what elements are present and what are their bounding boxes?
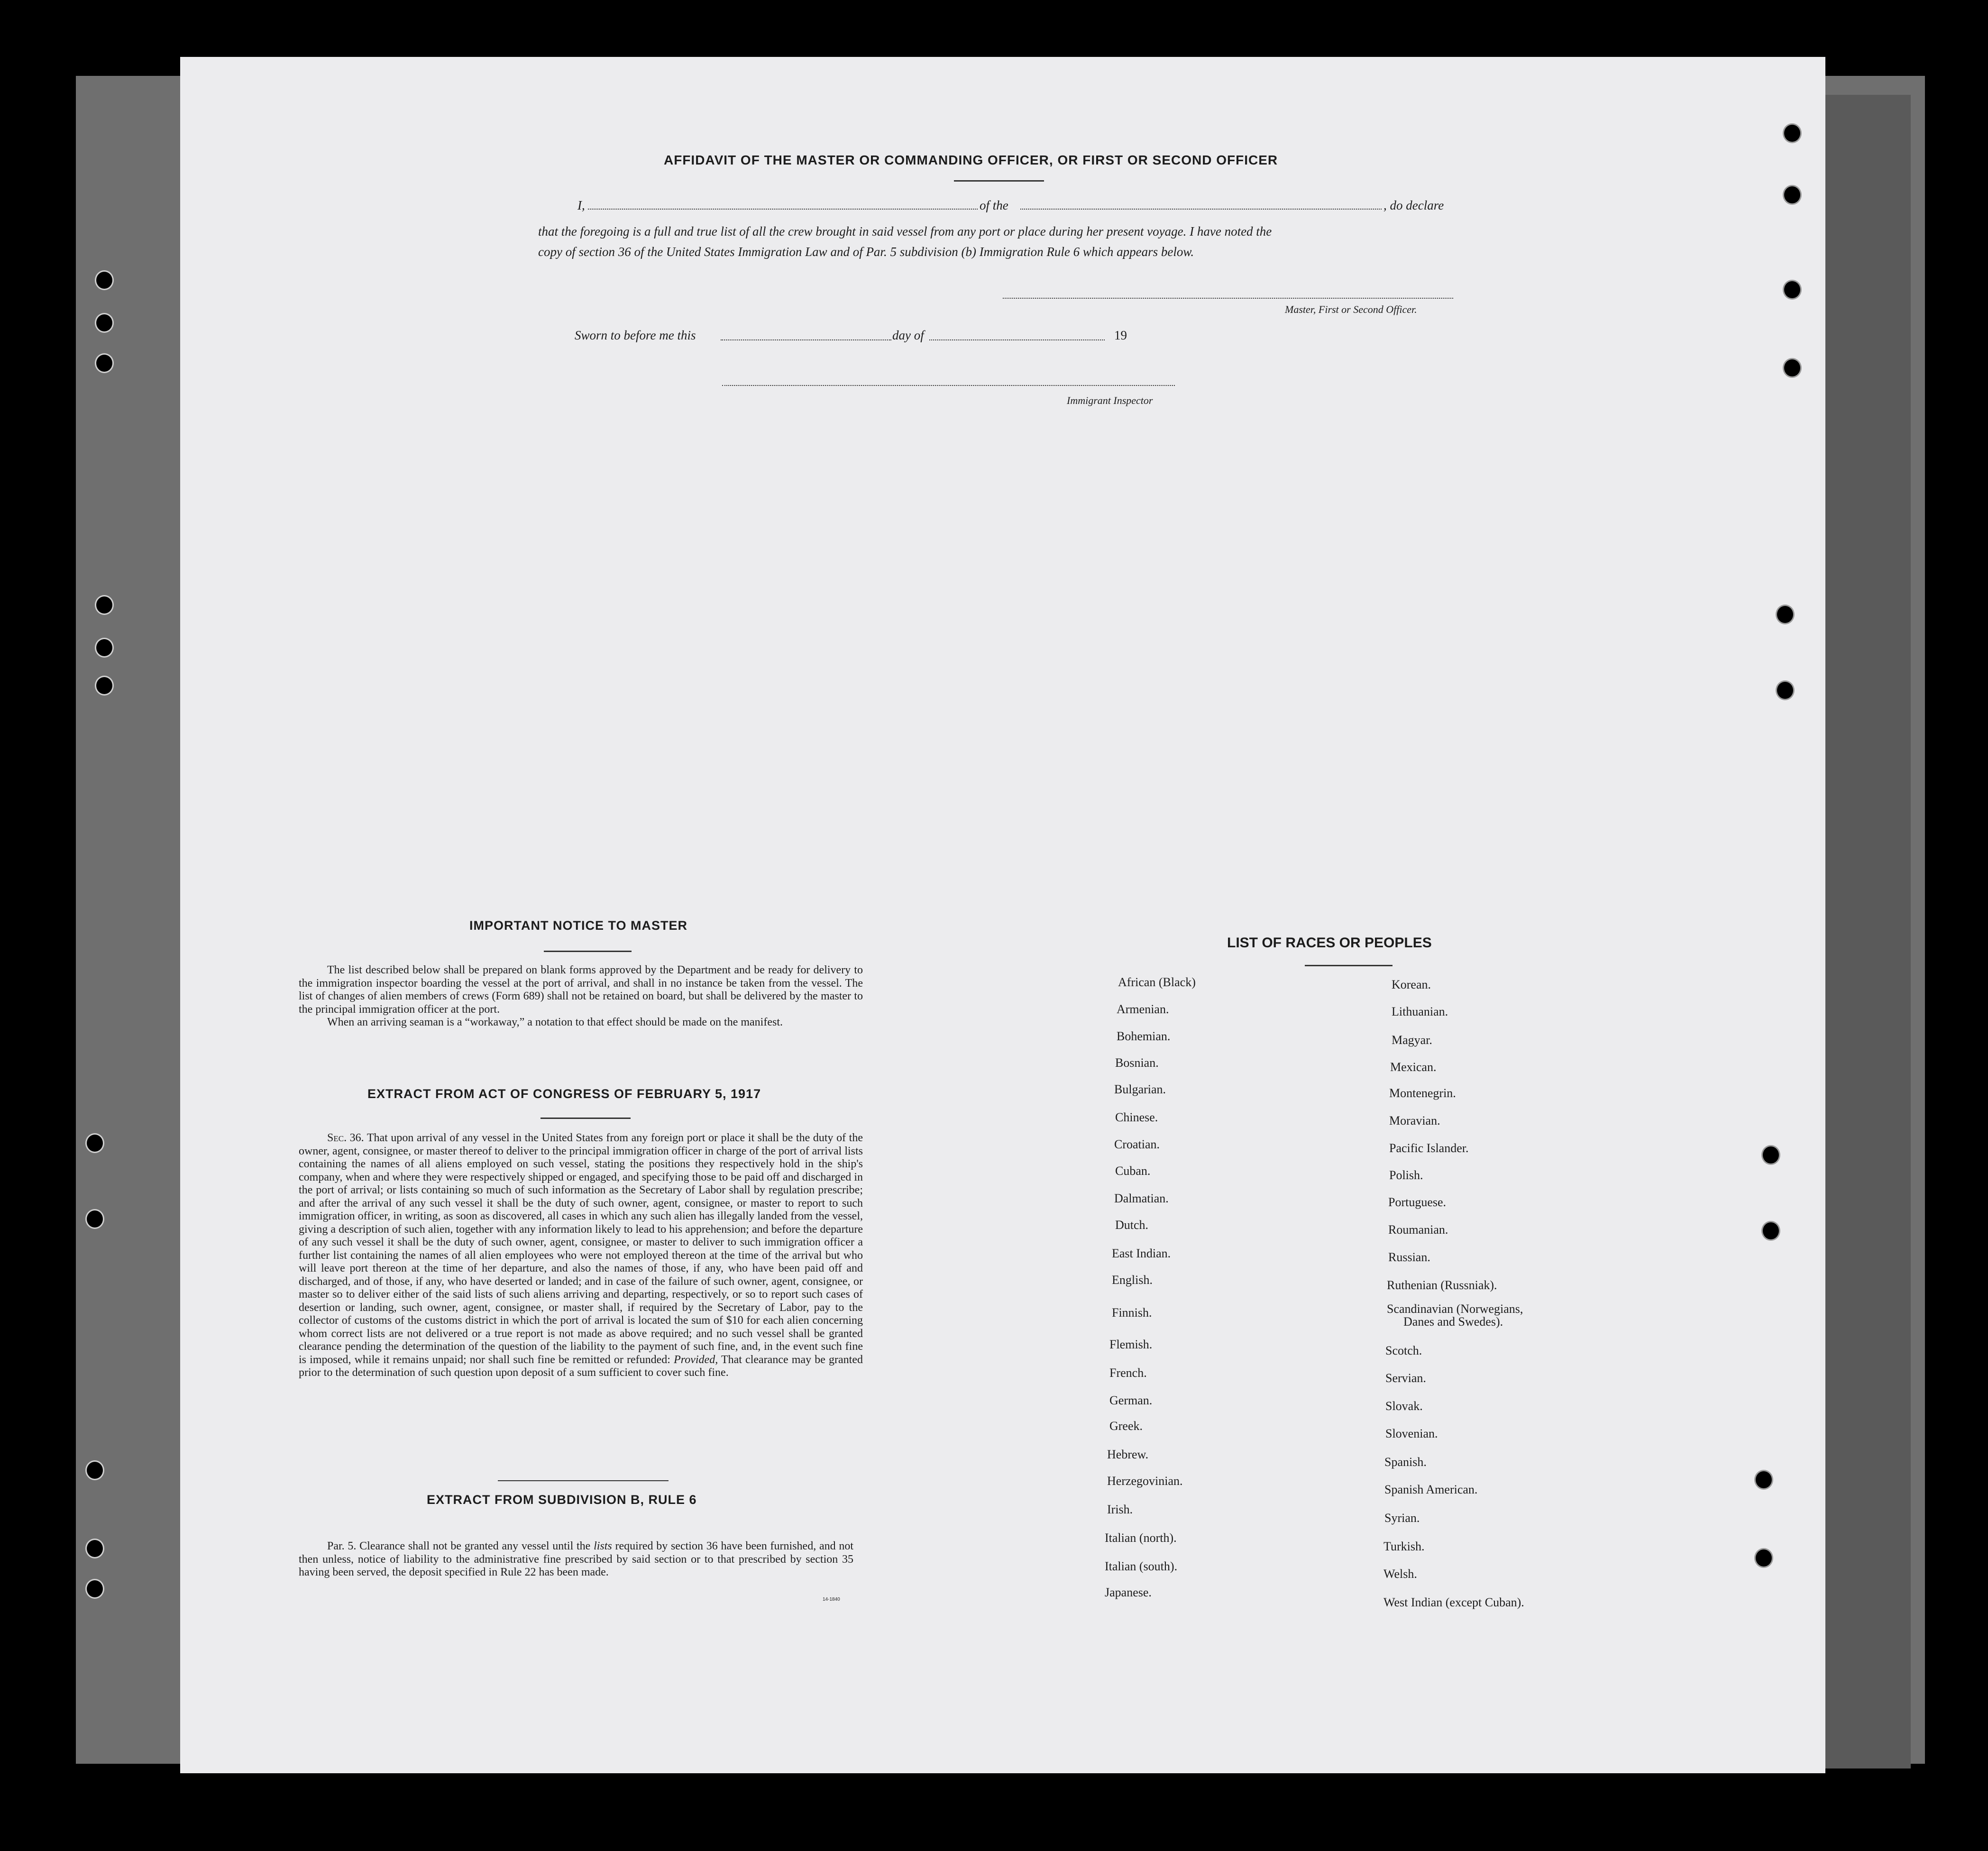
race-item: Bulgarian. [1114,1082,1166,1096]
race-item: West Indian (except Cuban). [1383,1595,1524,1609]
race-item: Roumanian. [1388,1223,1448,1237]
race-item: Dalmatian. [1114,1191,1169,1205]
rule-text-part-2: required by section 36 have been furnished, and not then unless, notice of liability to the administrative fine prescribed by said section or to that prescribed by section 35 having been served, the deposit specified in Rule 22 has been made. [299,1540,854,1578]
binder-hole-icon [1783,358,1802,378]
act-extract-title: EXTRACT FROM ACT OF CONGRESS OF FEBRUARY 5, 1917 [367,1087,761,1101]
master-signature-field[interactable] [1003,298,1453,299]
race-item: Scandinavian (Norwegians, [1387,1302,1523,1316]
binder-hole-icon [85,1539,104,1558]
form-number: 14-1840 [823,1597,840,1602]
race-item: Ruthenian (Russniak). [1387,1278,1497,1292]
race-item: Syrian. [1384,1511,1420,1525]
race-item: Flemish. [1109,1338,1153,1351]
day-of-label: day of [892,328,924,342]
notice-title: IMPORTANT NOTICE TO MASTER [469,918,687,933]
page-edge-strip [1811,95,1911,1769]
race-item: Servian. [1385,1371,1426,1385]
race-item: English. [1112,1273,1153,1287]
section-label: Sec. 36. [327,1132,364,1144]
notice-paragraph-1: The list described below shall be prepared on blank forms approved by the Department and be ready for delivery to the immigration inspector boarding the vessel at the port of arrival, and shall in no instance be taken from the vessel. The list of changes of alien members of crews (Form 689) shall not be retained on board, but shall be delivered by the master to the principal immigration officer at the port. [299,964,863,1016]
races-title-rule [1305,965,1393,966]
race-item: German. [1109,1393,1153,1407]
race-item: Italian (south). [1105,1559,1178,1573]
binder-hole-icon [85,1460,104,1480]
binder-hole-icon [1761,1221,1780,1241]
binder-hole-icon [95,638,114,658]
act-extract-title-rule [541,1118,631,1119]
race-item: Japanese. [1105,1585,1152,1599]
year-prefix: 19 [1114,328,1127,342]
race-item: Turkish. [1383,1539,1425,1553]
binder-hole-icon [85,1209,104,1229]
provided-word: Provided, [674,1353,718,1366]
rule-text-part-1: Par. 5. Clearance shall not be granted any vessel until the [327,1540,591,1552]
binder-hole-icon [85,1133,104,1153]
binder-hole-icon [1754,1548,1773,1568]
race-item: Cuban. [1115,1164,1151,1178]
vessel-name-field[interactable] [1020,209,1382,210]
race-item: Finnish. [1112,1306,1152,1320]
declarant-name-field[interactable] [588,209,978,210]
binder-hole-icon [95,595,114,615]
race-item: Lithuanian. [1392,1005,1448,1018]
binder-hole-icon [1783,280,1802,300]
master-signature-label: Master, First or Second Officer. [1285,303,1417,315]
binder-hole-icon [1761,1145,1780,1165]
race-item: African (Black) [1118,975,1196,989]
race-item: Scotch. [1385,1344,1422,1357]
race-item: Pacific Islander. [1389,1141,1469,1155]
race-item: Dutch. [1115,1218,1149,1232]
race-item: Welsh. [1383,1567,1417,1581]
race-item: East Indian. [1112,1246,1171,1260]
race-item: Russian. [1388,1250,1430,1264]
do-declare-label: , do declare [1383,198,1444,212]
race-item: Korean. [1392,978,1431,991]
race-item: Chinese. [1115,1110,1158,1124]
of-the-label: of the [980,198,1008,212]
binder-hole-icon [1776,605,1795,624]
binder-hole-icon [95,270,114,290]
race-item: Herzegovinian. [1107,1474,1183,1488]
race-item: Hebrew. [1107,1448,1149,1461]
binder-hole-icon [1783,123,1802,143]
rule-extract-title: EXTRACT FROM SUBDIVISION B, RULE 6 [427,1493,697,1507]
binder-hole-icon [95,676,114,696]
declarant-prefix: I, [577,198,585,212]
binder-hole-icon [1783,185,1802,205]
act-text-part-1: That upon arrival of any vessel in the United States from any foreign port or place it shall be the duty of the owner, agent, consignee, or master thereof to deliver to the principal immigration officer in charge of the port of arrival lists containing the names of all aliens employed on such vessel, stating the positions they respectively hold in the ship's company, when and where they were respectively shipped or engaged, and specifying those to be paid off and discharged in the port of arrival; or lists containing so much of such information as the Secretary of Labor shall by regulation prescribe; and after the arrival of any such vessel it shall be the duty of such owner, agent, consignee, or master to report to such immigration officer, in writing, as soon as discovered, all cases in which any such alien has illegally landed from the vessel, giving a description of such alien, together with any information likely to lead to his apprehension; and before the departure of any such vessel it shall be the duty of such owner, agent, consignee, or master to deliver to such immigration officer a further list containing the names of all alien employees who were not employed thereon at the time of the arrival but who will leave port thereon at the time of her departure, and also the names of those, if any, who have been paid off and discharged, and of those, if any, who have deserted or landed; and in case of the failure of such owner, agent, consignee, or master so to deliver either of the said lists of such aliens arriving and departing, respectively, or so to report such cases of desertion or landing, such owner, agent, consignee, or master shall, if required by the Secretary of Labor, pay to the collector of customs of the customs district in which the port of arrival is located the sum of $10 for each alien concerning whom correct lists are not delivered or a true report is not made as above required; and no such vessel shall be granted clearance pending the determination of the question of the liability to the payment of such fine, and, in the event such fine is imposed, while it remains unpaid; nor shall such fine be remitted or refunded: [299,1132,863,1366]
race-item: Magyar. [1392,1033,1432,1047]
race-item: Bohemian. [1117,1029,1171,1043]
race-item: Greek. [1109,1419,1143,1433]
binder-hole-icon [95,313,114,333]
document-page [180,57,1825,1773]
race-item: Slovak. [1385,1399,1423,1413]
races-title: LIST OF RACES OR PEOPLES [1227,935,1432,951]
lists-word: lists [594,1540,612,1552]
race-item: Bosnian. [1115,1056,1159,1070]
race-item: Irish. [1107,1503,1133,1516]
race-item: Portuguese. [1388,1195,1447,1209]
affidavit-line-3: copy of section 36 of the United States Immigration Law and of Par. 5 subdivision (b) Immigration Rule 6 which appears below. [538,245,1194,259]
notice-body [299,964,863,1029]
binder-hole-icon [85,1579,104,1599]
notice-title-rule [544,951,632,952]
race-item: Mexican. [1390,1060,1437,1074]
race-item: Croatian. [1114,1137,1160,1151]
race-item: Italian (north). [1105,1531,1177,1545]
binder-hole-icon [95,353,114,373]
notice-paragraph-2: When an arriving seaman is a “workaway,” a notation to that effect should be made on the manifest. [327,1016,783,1028]
sworn-label: Sworn to before me this [575,328,696,342]
race-item: Armenian. [1117,1002,1169,1016]
race-item: Spanish. [1384,1455,1427,1469]
race-item: Polish. [1389,1168,1423,1182]
affidavit-line-2: that the foregoing is a full and true list of all the crew brought in said vessel from any port or place during her present voyage. I have noted the [538,224,1272,238]
act-extract-body [299,1132,863,1380]
rule-extract-body [299,1540,853,1579]
binder-hole-icon [1776,680,1795,700]
race-item: Moravian. [1389,1114,1440,1127]
sworn-day-field[interactable] [721,339,891,340]
sworn-month-field[interactable] [929,339,1105,340]
act-text-part-2: That clearance may be granted prior to the determination of such question upon deposit of a sum sufficient to cover such fine. [299,1353,863,1379]
affidavit-title: AFFIDAVIT OF THE MASTER OR COMMANDING OFFICER, OR FIRST OR SECOND OFFICER [664,153,1278,167]
race-item: Montenegrin. [1389,1086,1456,1100]
race-item: French. [1109,1366,1147,1380]
act-extract-end-rule [498,1480,669,1481]
race-item: Spanish American. [1384,1483,1478,1496]
inspector-signature-field[interactable] [722,385,1175,386]
race-item: Danes and Swedes). [1403,1315,1503,1329]
race-item: Slovenian. [1385,1427,1438,1440]
affidavit-title-rule [954,180,1044,182]
binder-hole-icon [1754,1470,1773,1490]
inspector-label: Immigrant Inspector [1067,394,1153,406]
